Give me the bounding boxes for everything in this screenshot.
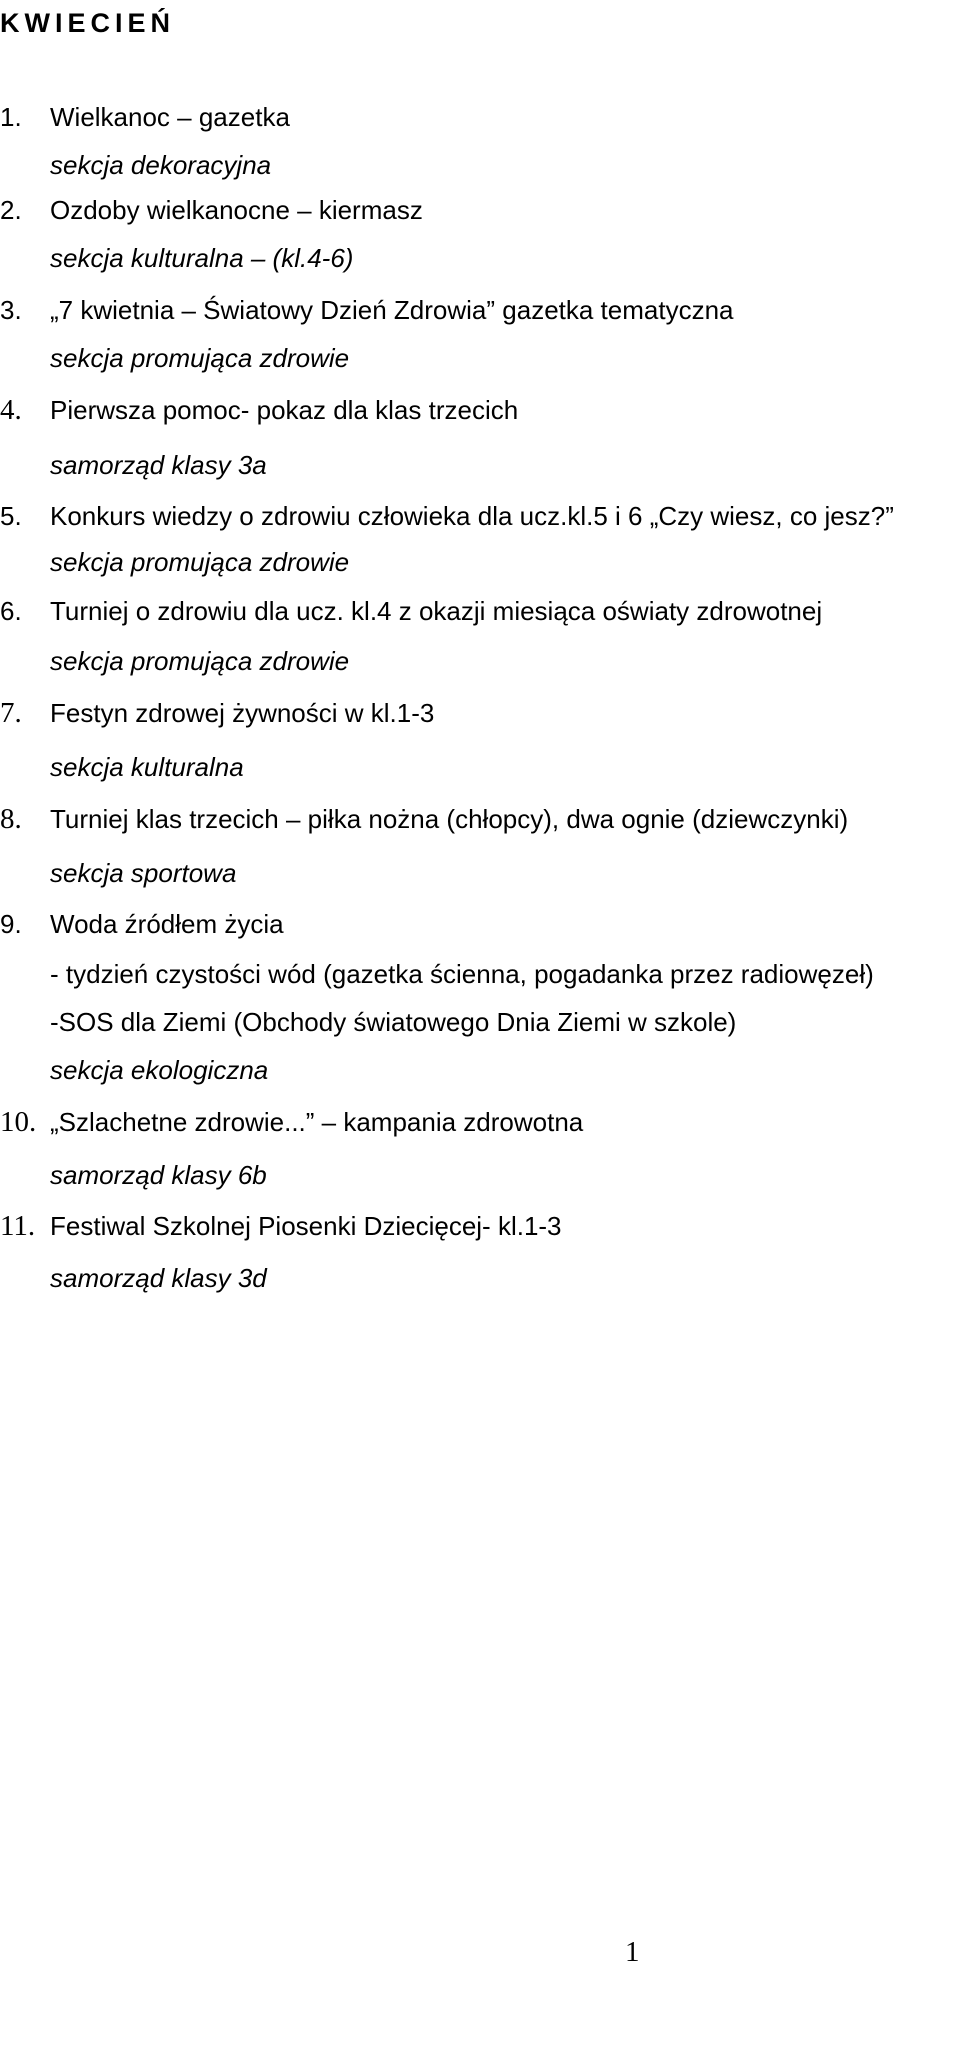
item-section: sekcja promująca zdrowie (50, 646, 350, 676)
page-number: 1 (625, 1936, 640, 1968)
item-number: 5. (0, 501, 22, 531)
item-text: Turniej o zdrowiu dla ucz. kl.4 z okazji miesiąca oświaty zdrowotnej (50, 596, 823, 626)
item-detail-line: -SOS dla Ziemi (Obchody światowego Dnia Ziemi w szkole) (50, 1007, 737, 1037)
item-section: sekcja kulturalna (50, 752, 244, 782)
item-text: Pierwsza pomoc- pokaz dla klas trzecich (50, 395, 519, 425)
item-section: sekcja promująca zdrowie (50, 547, 350, 577)
page-title: KWIECIEŃ (0, 8, 175, 38)
item-number: 8. (0, 803, 22, 835)
item-section: sekcja ekologiczna (50, 1055, 269, 1085)
item-section: samorząd klasy 3d (50, 1263, 267, 1293)
item-section: samorząd klasy 6b (50, 1160, 267, 1190)
item-number: 2. (0, 195, 22, 225)
item-text: Woda źródłem życia (50, 909, 284, 939)
item-text: Wielkanoc – gazetka (50, 102, 290, 132)
item-number: 4. (0, 394, 22, 426)
item-text: Konkurs wiedzy o zdrowiu człowieka dla ucz.kl.5 i 6 „Czy wiesz, co jesz?” (50, 501, 894, 531)
item-detail-line: - tydzień czystości wód (gazetka ścienna, pogadanka przez radiowęzeł) (50, 959, 874, 989)
item-text: Festiwal Szkolnej Piosenki Dziecięcej- kl.1-3 (50, 1211, 562, 1241)
item-text: „Szlachetne zdrowie...” – kampania zdrowotna (50, 1107, 584, 1137)
item-number: 9. (0, 909, 22, 939)
item-text: Festyn zdrowej żywności w kl.1-3 (50, 698, 435, 728)
item-number: 1. (0, 102, 22, 132)
item-number: 11. (0, 1210, 36, 1242)
item-number: 7. (0, 697, 22, 729)
item-section: sekcja sportowa (50, 858, 237, 888)
item-section: samorząd klasy 3a (50, 450, 267, 480)
item-section: sekcja dekoracyjna (50, 150, 272, 180)
item-number: 10. (0, 1106, 37, 1138)
item-text: „7 kwietnia – Światowy Dzień Zdrowia” gazetka tematyczna (50, 295, 734, 325)
item-text: Ozdoby wielkanocne – kiermasz (50, 195, 423, 225)
item-section: sekcja promująca zdrowie (50, 343, 350, 373)
item-number: 3. (0, 295, 22, 325)
item-text: Turniej klas trzecich – piłka nożna (chłopcy), dwa ognie (dziewczynki) (50, 804, 849, 834)
item-section: sekcja kulturalna – (kl.4-6) (50, 243, 354, 273)
item-number: 6. (0, 596, 22, 626)
